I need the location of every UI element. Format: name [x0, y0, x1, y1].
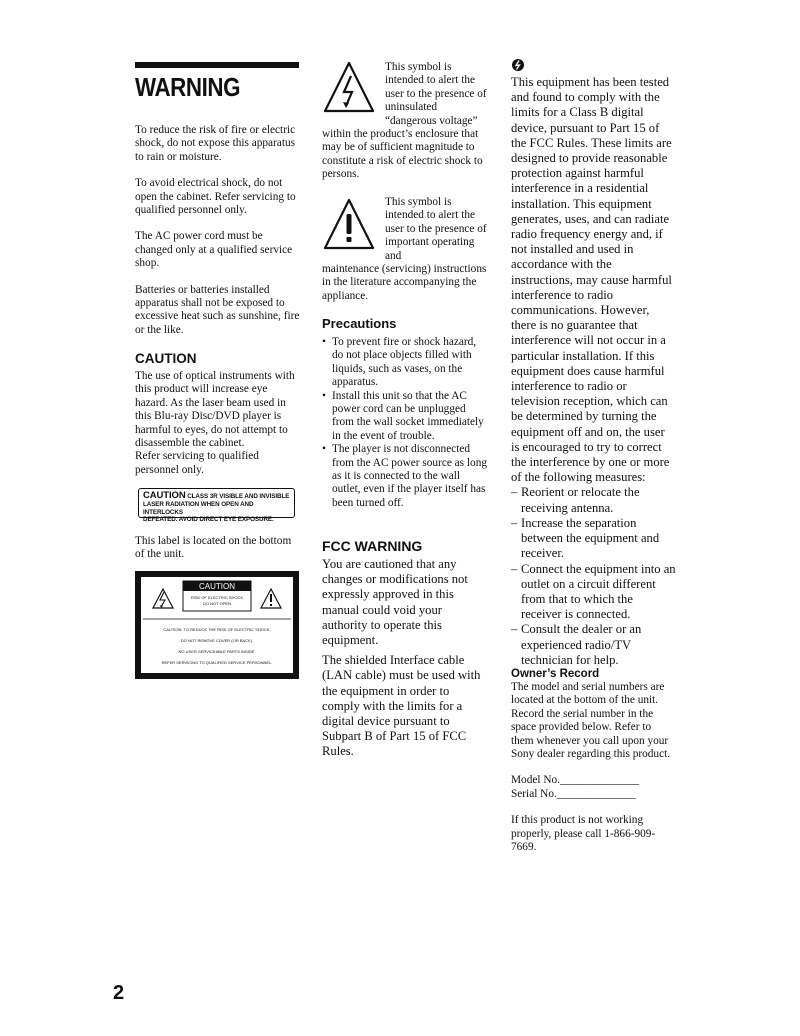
- fcc-warning-text: You are cautioned that any changes or modifications not expressly approved in this manual could void your authority to operate this equipment.: [322, 557, 468, 648]
- label-sub: DO NOT OPEN: [203, 601, 231, 606]
- fcc-measure-item: – Reorient or relocate the receiving antenna.: [511, 485, 676, 515]
- fcc-notice-section: [511, 75, 676, 668]
- label-location-text: This label is located on the bottom of the unit.: [135, 535, 292, 561]
- owners-record-text: The model and serial numbers are located at the bottom of the unit. Record the serial number in the space provided below. Refer to them whenever you call upon your Sony dealer regarding this product.: [511, 681, 671, 761]
- electric-shock-caution-label: [135, 571, 299, 679]
- label-line: REFER SERVICING TO QUALIFIED SERVICE PERSONNEL.: [161, 660, 273, 665]
- lightning-warning-icon: [322, 60, 376, 114]
- fcc-measure-item: – Connect the equipment into an outlet on a circuit different from that to which the receiver is connected.: [511, 562, 676, 623]
- fcc-warning-heading: FCC WARNING: [322, 538, 423, 554]
- precaution-item: • To prevent fire or shock hazard, do not place objects filled with liquids, such as vases, on the apparatus.: [322, 336, 487, 390]
- fcc-notice-text: This equipment has been tested and found to comply with the limits for a Class B digital device, pursuant to Part 15 of the FCC Rules. These limits are designed to provide reasonable protection against harmful interference in a residential installation. This equipment generates, uses, and can radiate radio frequency energy and, if not installed and used in accordance with the instructions, may cause harmful interference to radio communications. However, there is no guarantee that interference will not occur in a particular installation. If this equipment does cause harmful interference to radio or television reception, which can be determined by turning the equipment off and on, the user is encouraged to try to correct the interference by one or more of the following measures:: [511, 75, 672, 485]
- warning-paragraph: Batteries or batteries installed apparatus shall not be exposed to excessive heat such as sunshine, fire or the like.: [135, 283, 300, 336]
- precaution-item: • Install this unit so that the AC power cord can be unplugged from the wall socket immediately in the event of trouble.: [322, 390, 487, 444]
- warning-paragraph: To reduce the risk of fire or electric shock, do not expose this apparatus to rain or moisture.: [135, 124, 296, 163]
- label-line: CAUTION: TO REDUCE THE RISK OF ELECTRIC SHOCK,: [163, 627, 271, 632]
- serial-number-field: Serial No.______________: [511, 787, 636, 800]
- laser-caution-line: CAUTION CLASS 3R VISIBLE AND INVISIBLE: [143, 490, 290, 501]
- exclamation-warning-icon: [322, 197, 376, 251]
- label-line: DO NOT REMOVE COVER (OR BACK).: [180, 638, 254, 643]
- precautions-heading: Precautions: [322, 316, 397, 331]
- lightning-symbol-text-cont: within the product’s enclosure that may be of sufficient magnitude to constitute a risk of electric shock to persons.: [322, 128, 483, 181]
- warning-paragraph: The AC power cord must be changed only at a qualified service shop.: [135, 230, 293, 270]
- laser-caution-label: [138, 488, 295, 523]
- lightning-symbol-text: This symbol is intended to alert the user to the presence of uninsulated “dangerous voltage”: [385, 61, 487, 127]
- fcc-measure-item: – Increase the separation between the equipment and receiver.: [511, 516, 676, 562]
- warning-section: [135, 124, 300, 337]
- precautions-list: [322, 336, 487, 510]
- caution-section: [135, 351, 300, 477]
- laser-caution-head: CAUTION: [143, 490, 186, 501]
- owners-record-section: [511, 667, 676, 854]
- warning-rule: [135, 62, 299, 68]
- exclamation-symbol-text-cont: maintenance (servicing) instructions in the literature accompanying the appliance.: [322, 263, 487, 302]
- model-number-field: Model No.______________: [511, 774, 640, 787]
- laser-caution-line: LASER RADIATION WHEN OPEN AND INTERLOCKS: [143, 501, 254, 516]
- fcc-measures-list: [511, 485, 676, 667]
- warning-title: WARNING: [135, 72, 241, 102]
- label-graphics: [141, 577, 293, 673]
- warning-paragraph: To avoid electrical shock, do not open the cabinet. Refer servicing to qualified personnel only.: [135, 177, 296, 217]
- exclamation-symbol-text: This symbol is intended to alert the user to the presence of important operating and: [385, 196, 487, 262]
- precaution-item: • The player is not disconnected from the AC power source as long as it is connected to the wall outlet, even if the player itself has been turned off.: [322, 443, 487, 510]
- fcc-cable-text: The shielded Interface cable (LAN cable) must be used with the equipment in order to comply with the limits for a digital device pursuant to Subpart B of Part 15 of FCC Rules.: [322, 653, 481, 759]
- label-line: NO USER-SERVICEABLE PARTS INSIDE.: [178, 649, 256, 654]
- label-lightning-icon: [153, 589, 173, 608]
- page-number: 2: [113, 982, 125, 1004]
- label-title: CAUTION: [199, 582, 235, 591]
- fcc-warning-section: [322, 538, 487, 760]
- power-notice-icon: [511, 58, 525, 72]
- fcc-measure-item: – Consult the dealer or an experienced radio/TV technician for help.: [511, 622, 676, 668]
- label-sub: RISK OF ELECTRIC SHOCK: [190, 595, 244, 600]
- caution-heading: CAUTION: [135, 351, 197, 366]
- precautions-section: [322, 316, 487, 510]
- support-phone-text: If this product is not working properly, please call 1-866-909-7669.: [511, 814, 656, 854]
- label-exclamation-icon: [261, 589, 281, 608]
- caution-text: The use of optical instruments with this product will increase eye hazard. As the laser beam used in this Blu-ray Disc/DVD player is harmful to eyes, do not attempt to disassemble the cabinet.: [135, 370, 295, 450]
- laser-caution-line: DEFEATED. AVOID DIRECT EYE EXPOSURE.: [143, 516, 274, 523]
- owners-record-heading: Owner’s Record: [511, 668, 600, 680]
- caution-text-servicing: Refer servicing to qualified personnel only.: [135, 450, 259, 476]
